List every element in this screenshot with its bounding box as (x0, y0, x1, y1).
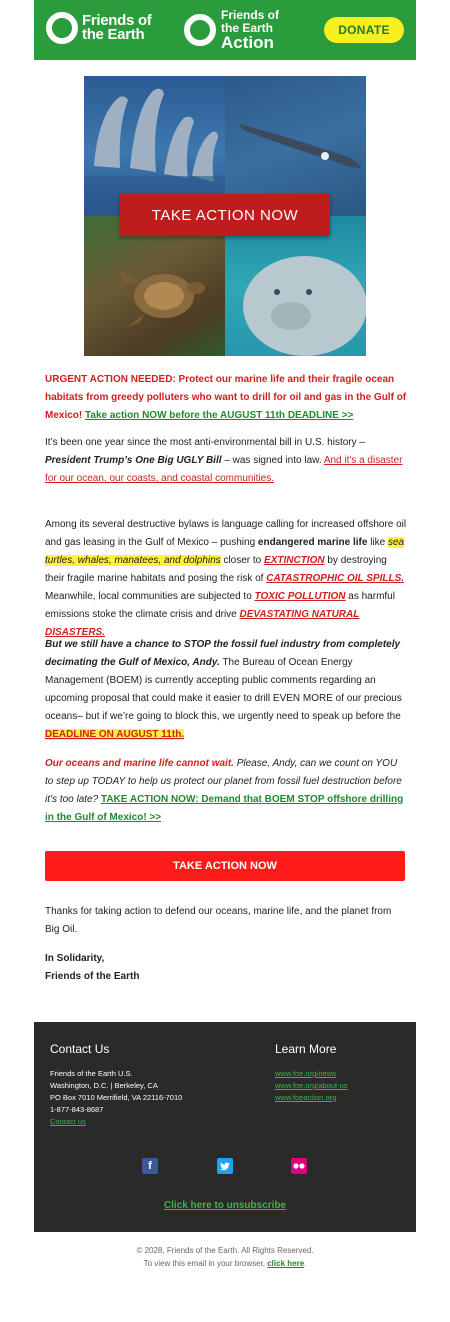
para2-text1: Among its several destructive bylaws is language calling for increased offshore oil and gas leasing in the Gulf of Mexico – pushing (45, 519, 407, 548)
paragraph-4 (45, 755, 407, 827)
thanks-text: Thanks for taking action to defend our oceans, marine life, and the planet from Big Oil. (45, 906, 392, 935)
urgent-text: URGENT ACTION NEEDED: Protect our marine life and their fragile ocean habitats from greedy polluters who want to drill for oil and gas in the Gulf of Mexico! (45, 374, 407, 421)
contact-us-link[interactable]: Contact us (50, 1117, 86, 1126)
para2-text6: as harmful emissions stoke the climate crisis and drive (45, 591, 395, 620)
foeaction-link[interactable]: www.foeaction.org (275, 1093, 337, 1102)
signoff-line1: In Solidarity, (45, 953, 105, 964)
action-logo-line2: the Earth (221, 21, 274, 35)
unsubscribe-link[interactable]: Click here to unsubscribe (163, 1200, 287, 1211)
copyright-text: © 2028, Friends of the Earth. All Rights Reserved. (136, 1246, 314, 1255)
sea-turtle-image (84, 216, 225, 356)
action-logo-line1: Friends of (221, 8, 280, 22)
view-in-browser-link[interactable]: click here (267, 1259, 305, 1268)
take-action-now-button[interactable]: TAKE ACTION NOW (45, 851, 405, 881)
oil-spills-link[interactable]: CATASTROPHIC OIL SPILLS. (266, 573, 405, 584)
extinction-link[interactable]: EXTINCTION (264, 555, 325, 566)
para2-text3: closer to (223, 555, 262, 566)
learn-more-links (275, 1068, 348, 1104)
contact-heading: Contact Us (50, 1042, 110, 1056)
para2-text2: like (370, 537, 386, 548)
foe-action-logo-ring-icon (184, 14, 216, 46)
paragraph-3 (45, 636, 407, 744)
flickr-icon[interactable] (291, 1158, 307, 1174)
urgent-intro (45, 371, 407, 425)
bill-name: President Trump’s One Big UGLY Bill (45, 455, 222, 466)
foe-action-logo[interactable] (184, 9, 279, 51)
twitter-icon[interactable] (217, 1158, 233, 1174)
natural-disasters-link[interactable]: DEVASTATING NATURAL DISASTERS. (45, 609, 360, 638)
address-cities: Washington, D.C. | Berkeley, CA (50, 1081, 158, 1090)
hero-image[interactable] (84, 76, 366, 356)
address-block (50, 1068, 182, 1128)
address-org: Friends of the Earth U.S. (50, 1069, 133, 1078)
stop-fossil-fuel-text: But we still have a chance to STOP the fossil fuel industry from completely decimating the Gulf of Mexico, Andy. (45, 639, 401, 668)
paragraph-1 (45, 434, 407, 488)
deadline-link[interactable]: Take action NOW before the AUGUST 11th DEADLINE >> (85, 410, 354, 421)
foe-logo[interactable] (46, 12, 152, 44)
email-header (34, 0, 416, 60)
species-highlight: sea turtles, whales, manatees, and dolphins (45, 537, 405, 566)
para1-text2: – was signed into law. (224, 455, 322, 466)
manatee-image (225, 216, 366, 356)
legal-footer: © 2028, Friends of the Earth. All Rights Reserved. To view this email in your browser, click here. (0, 1244, 450, 1270)
para2-text5: Meanwhile, local communities are subjected to (45, 591, 252, 602)
para2-text4: by destroying their fragile marine habitats and posing the risk of (45, 555, 387, 584)
count-on-you-text: Please, Andy, can we count on YOU to step up TODAY to help us protect our planet from fossil fuel destruction before it’s too late? (45, 758, 402, 805)
hero-take-action-button[interactable]: TAKE ACTION NOW (120, 194, 330, 236)
oceans-cannot-wait: Our oceans and marine life cannot wait. (45, 758, 234, 769)
donate-button[interactable]: DONATE (324, 17, 404, 43)
action-logo-line3: Action (221, 33, 274, 52)
disaster-link[interactable]: And it's a disaster for our ocean, our coasts, and coastal communities. (45, 455, 403, 484)
boem-text: The Bureau of Ocean Energy Management (BOEM) is currently accepting public comments regarding an upcoming proposal that could make it easier to drill EVEN MORE of our precious oceans– but if we’re going to block this, we urgently need to speak up before the (45, 657, 402, 722)
view-in-browser-text: To view this email in your browser, (143, 1259, 265, 1268)
learn-more-heading: Learn More (275, 1042, 337, 1056)
news-link[interactable]: www.foe.org/news (275, 1069, 336, 1078)
email-footer (34, 1022, 416, 1232)
facebook-icon[interactable]: f (142, 1158, 158, 1174)
paragraph-2 (45, 516, 407, 642)
toxic-pollution-link[interactable]: TOXIC POLLUTION (254, 591, 346, 602)
address-po-box: PO Box 7010 Merrifield, VA 22116-7010 (50, 1093, 183, 1102)
demand-boem-link[interactable]: TAKE ACTION NOW: Demand that BOEM STOP offshore drilling in the Gulf of Mexico! >> (45, 794, 404, 823)
address-phone: 1-877-843-8687 (50, 1105, 104, 1114)
foe-logo-line1: Friends of (82, 12, 152, 29)
foe-logo-line2: the Earth (82, 26, 145, 43)
signoff-line2: Friends of the Earth (45, 971, 140, 982)
thanks-paragraph (45, 903, 407, 939)
para1-text1: It’s been one year since the most anti-environmental bill in U.S. history – (45, 437, 365, 448)
deadline-highlight: DEADLINE ON AUGUST 11th. (45, 729, 185, 740)
endangered-marine-life: endangered marine life (257, 537, 368, 548)
about-us-link[interactable]: www.foe.org/about-us (275, 1081, 348, 1090)
foe-logo-ring-icon (46, 12, 78, 44)
signoff (45, 950, 407, 986)
